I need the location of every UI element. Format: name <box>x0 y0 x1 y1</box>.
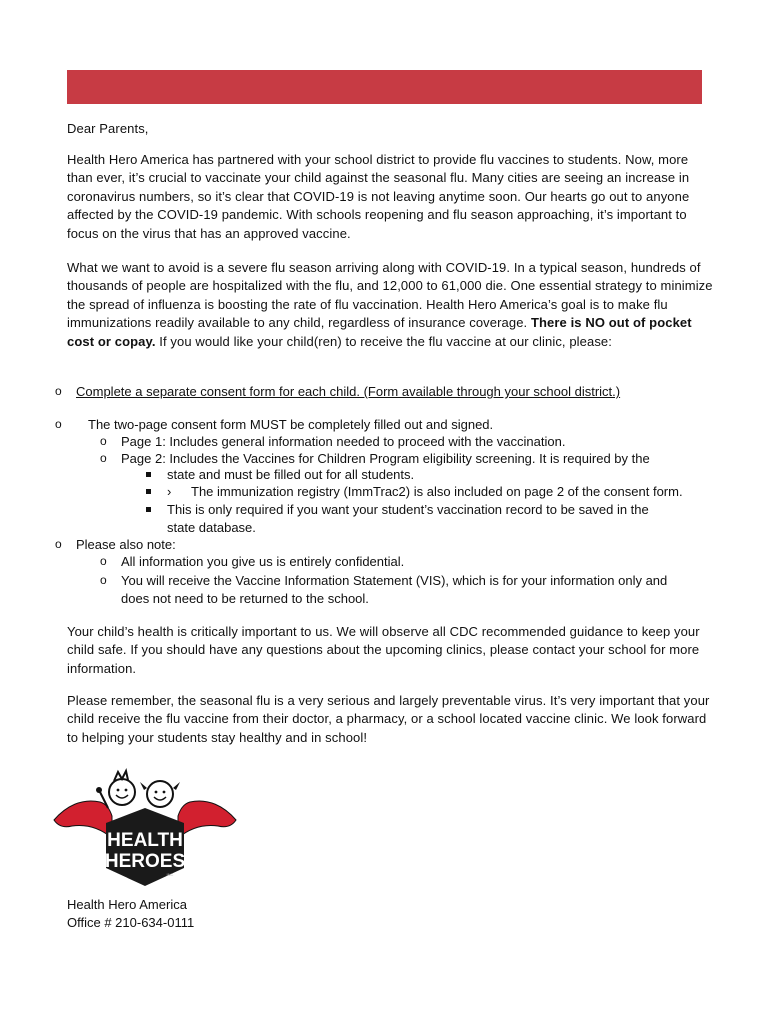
logo-line2: HEROES <box>104 851 186 872</box>
logo-tagline: INC <box>166 872 174 877</box>
bullet-marker: o <box>55 537 62 551</box>
sub-bullet-page1: Page 1: Includes general information needed to proceed with the vaccination. <box>121 434 566 449</box>
bullet-consent-form: Complete a separate consent form for each child. (Form available through your school district.) <box>76 384 621 399</box>
paragraph-reminder: Please remember, the seasonal flu is a very serious and largely preventable virus. It’s very important that your child receive the flu vaccine from their doctor, a pharmacy, or a school located vaccine clinic. We look forward to helping your students stay healthy and in school! <box>67 693 710 745</box>
bullet-please-note: Please also note: <box>76 537 176 552</box>
sub-bullet-vis-l1: You will receive the Vaccine Information Statement (VIS), which is for your information only and <box>121 573 668 588</box>
paragraph-health: Your child’s health is critically important to us. We will observe all CDC recommended guidance to keep your child safe. If you should have any questions about the upcoming clinics, please contact your school for more information. <box>67 624 700 676</box>
logo-kid-right-head <box>147 781 173 807</box>
sub-bullet-marker: o <box>100 554 107 568</box>
paragraph-avoid <box>67 259 717 351</box>
bullet-marker: o <box>55 384 62 398</box>
square-bullet-optional-l1: This is only required if you want your student’s vaccination record to be saved in the <box>167 502 649 517</box>
header-banner <box>67 70 702 104</box>
sub-bullet-marker: o <box>100 451 107 465</box>
logo-line1: HEALTH <box>107 830 183 851</box>
sub-bullet-marker: o <box>100 434 107 448</box>
chevron-icon: › <box>167 484 172 499</box>
sub-bullet-marker: o <box>100 573 107 587</box>
bullet-marker: o <box>55 417 62 431</box>
signature-office-phone: Office # 210-634-0111 <box>67 915 195 930</box>
square-bullet-state: state and must be filled out for all students. <box>167 467 415 482</box>
no-cost-emphasis: There is NO out of pocket cost or copay. <box>67 315 692 349</box>
square-bullet-optional-l2: state database. <box>167 520 256 535</box>
logo-kid-left-head <box>109 779 135 805</box>
bullet-two-page-form: The two-page consent form MUST be completely filled out and signed. <box>88 417 494 432</box>
paragraph-avoid-text: What we want to avoid is a severe flu season arriving along with COVID-19. In a typical season, hundreds of thousands of people are hospitalized with the flu, and 12,000 to 61,000 die. One essential strategy to minimize the spread of influenza is boosting the rate of flu vaccination. Health Hero America’s goal is to make flu immunizations readily available to any child, regardless of insurance coverage. <box>67 260 713 331</box>
square-bullet-registry: The immunization registry (ImmTrac2) is also included on page 2 of the consent form. <box>191 484 683 499</box>
health-heroes-logo <box>52 768 238 892</box>
paragraph-avoid-tail: If you would like your child(ren) to receive the flu vaccine at our clinic, please: <box>155 333 612 349</box>
paragraph-intro: Health Hero America has partnered with your school district to provide flu vaccines to students. Now, more than ever, it’s crucial to vaccinate your child against the seasonal flu. Many cities are seeing an increase in coronavirus numbers, so it’s clear that COVID-19 is not leaving anytime soon. Our hearts go out to anyone affected by the COVID-19 pandemic. With schools reopening and flu season approaching, it’s important to focus on the virus that has an approved vaccine. <box>67 152 690 241</box>
signature-name: Health Hero America <box>67 897 187 912</box>
greeting: Dear Parents, <box>67 121 149 136</box>
sub-bullet-page2: Page 2: Includes the Vaccines for Children Program eligibility screening. It is required by the <box>121 451 650 466</box>
square-bullet-marker <box>146 507 151 512</box>
square-bullet-marker <box>146 489 151 494</box>
sub-bullet-confidential: All information you give us is entirely confidential. <box>121 554 405 569</box>
square-bullet-marker <box>146 472 151 477</box>
sub-bullet-vis-l2: does not need to be returned to the school. <box>121 591 369 606</box>
logo-cape-left <box>54 801 112 838</box>
logo-cape-right <box>178 801 236 838</box>
